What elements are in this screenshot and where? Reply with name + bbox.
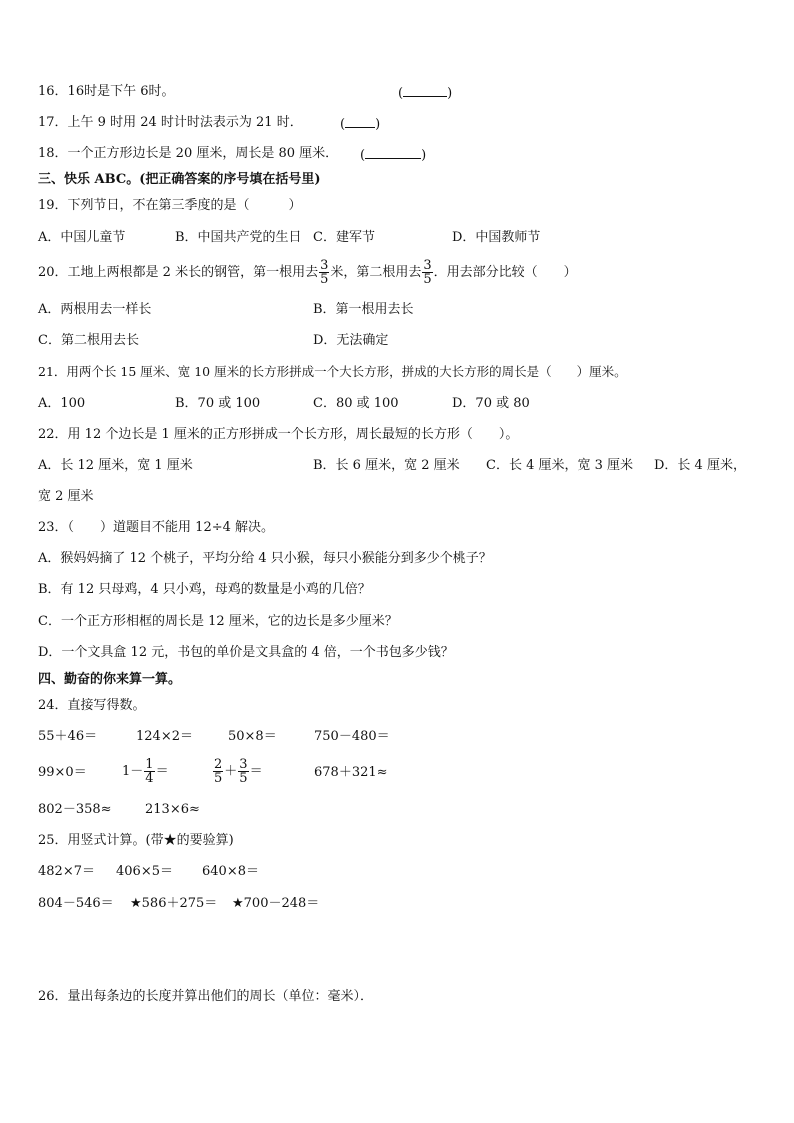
- q25-expr-5: ★586＋275＝: [130, 896, 218, 911]
- question-25-stem: 25．用竖式计算。(带★的要验算): [38, 833, 234, 848]
- question-16-text: 16．16时是下午 6时。: [38, 84, 175, 99]
- q20-option-a[interactable]: A．两根用去一样长: [38, 302, 152, 317]
- q24-expr-6: 1－ $\frac{1}{4}$ ＝: [122, 757, 169, 786]
- q21-option-b[interactable]: B．70 或 100: [175, 396, 261, 411]
- q19-option-d[interactable]: D．中国教师节: [452, 230, 541, 245]
- q24-expr-8: 678＋321≈: [314, 765, 388, 780]
- question-19-stem: 19．下列节日，不在第三季度的是（ ）: [38, 198, 302, 213]
- question-16: [38, 84, 175, 100]
- section-3-heading: 三、快乐 ABC。(把正确答案的序号填在括号里): [38, 172, 321, 187]
- q19-option-b[interactable]: B．中国共产党的生日: [175, 230, 302, 245]
- q24-expr-4: 750－480＝: [314, 729, 390, 744]
- question-17: [38, 115, 303, 131]
- answer-blank-16[interactable]: [403, 84, 447, 97]
- question-18-text: 18．一个正方形边长是 20 厘米，周长是 80 厘米．: [38, 146, 339, 161]
- q25-expr-2: 406×5＝: [116, 864, 173, 879]
- answer-bracket-17[interactable]: ( ): [340, 117, 381, 132]
- q24-expr-7: $\frac{2}{5}$ ＋ $\frac{3}{5}$ ＝: [214, 757, 263, 786]
- q23-option-b[interactable]: B．有 12 只母鸡，4 只小鸡，母鸡的数量是小鸡的几倍？: [38, 582, 371, 597]
- answer-bracket-18[interactable]: ( ): [360, 148, 427, 163]
- question-23-stem: 23．（ ）道题目不能用 12÷4 解决。: [38, 520, 275, 535]
- fraction-3-5-second: $\frac{3}{5}$: [423, 258, 432, 287]
- question-18: [38, 146, 338, 162]
- q25-expr-6: ★700－248＝: [232, 896, 320, 911]
- q21-option-c[interactable]: C．80 或 100: [313, 396, 399, 411]
- q20-option-c[interactable]: C．第二根用去长: [38, 333, 139, 348]
- q22-option-b[interactable]: B．长 6 厘米，宽 2 厘米: [313, 458, 460, 473]
- q22-option-a[interactable]: A．长 12 厘米，宽 1 厘米: [38, 458, 193, 473]
- question-20-stem: 20．工地上两根都是 2 米长的钢管，第一根用去 $\frac{3}{5}$ 米，第二根用去 $\frac{3}{5}$ ．用去部分比较（ ）: [38, 258, 577, 287]
- q19-option-a[interactable]: A．中国儿童节: [38, 230, 126, 245]
- fraction-3-5-first: $\frac{3}{5}$: [320, 258, 329, 287]
- q25-expr-1: 482×7＝: [38, 864, 95, 879]
- q25-expr-3: 640×8＝: [202, 864, 259, 879]
- q23-option-c[interactable]: C．一个正方形相框的周长是 12 厘米，它的边长是多少厘米？: [38, 614, 398, 629]
- q24-expr-1: 55＋46＝: [38, 729, 98, 744]
- q23-option-d[interactable]: D．一个文具盒 12 元，书包的单价是文具盒的 4 倍，一个书包多少钱？: [38, 645, 454, 660]
- q21-option-a[interactable]: A．100: [38, 396, 86, 411]
- q23-option-a[interactable]: A．猴妈妈摘了 12 个桃子，平均分给 4 只小猴，每只小猴能分到多少个桃子？: [38, 551, 492, 566]
- q24-expr-9: 802－358≈: [38, 802, 112, 817]
- section-4-heading: 四、勤奋的你来算一算。: [38, 672, 182, 687]
- q24-expr-10: 213×6≈: [145, 802, 200, 817]
- q25-expr-4: 804－546＝: [38, 896, 114, 911]
- q20-option-b[interactable]: B．第一根用去长: [313, 302, 414, 317]
- question-21-stem: 21．用两个长 15 厘米、宽 10 厘米的长方形拼成一个大长方形，拼成的大长方形的周长是（ ）厘米。: [38, 364, 627, 379]
- q19-option-c[interactable]: C．建军节: [313, 230, 375, 245]
- q24-expr-3: 50×8＝: [228, 729, 277, 744]
- q24-expr-5: 99×0＝: [38, 765, 87, 780]
- q24-expr-2: 124×2＝: [136, 729, 193, 744]
- question-24-stem: 24．直接写得数。: [38, 698, 146, 713]
- question-26-stem: 26．量出每条边的长度并算出他们的周长（单位：毫米）．: [38, 989, 374, 1004]
- q21-option-d[interactable]: D．70 或 80: [452, 396, 530, 411]
- answer-bracket-16[interactable]: ( ): [398, 86, 453, 101]
- question-22-stem: 22．用 12 个边长是 1 厘米的正方形拼成一个长方形，周长最短的长方形（ ）。: [38, 427, 519, 442]
- q22-option-d-line2[interactable]: 宽 2 厘米: [38, 489, 94, 504]
- answer-blank-17[interactable]: [345, 115, 375, 128]
- q22-option-d-line1[interactable]: D．长 4 厘米，: [654, 458, 746, 473]
- question-17-text: 17．上午 9 时用 24 时计时法表示为 21 时．: [38, 115, 303, 130]
- q22-option-c[interactable]: C．长 4 厘米，宽 3 厘米: [486, 458, 634, 473]
- q20-option-d[interactable]: D．无法确定: [313, 333, 389, 348]
- answer-blank-18[interactable]: [365, 146, 421, 159]
